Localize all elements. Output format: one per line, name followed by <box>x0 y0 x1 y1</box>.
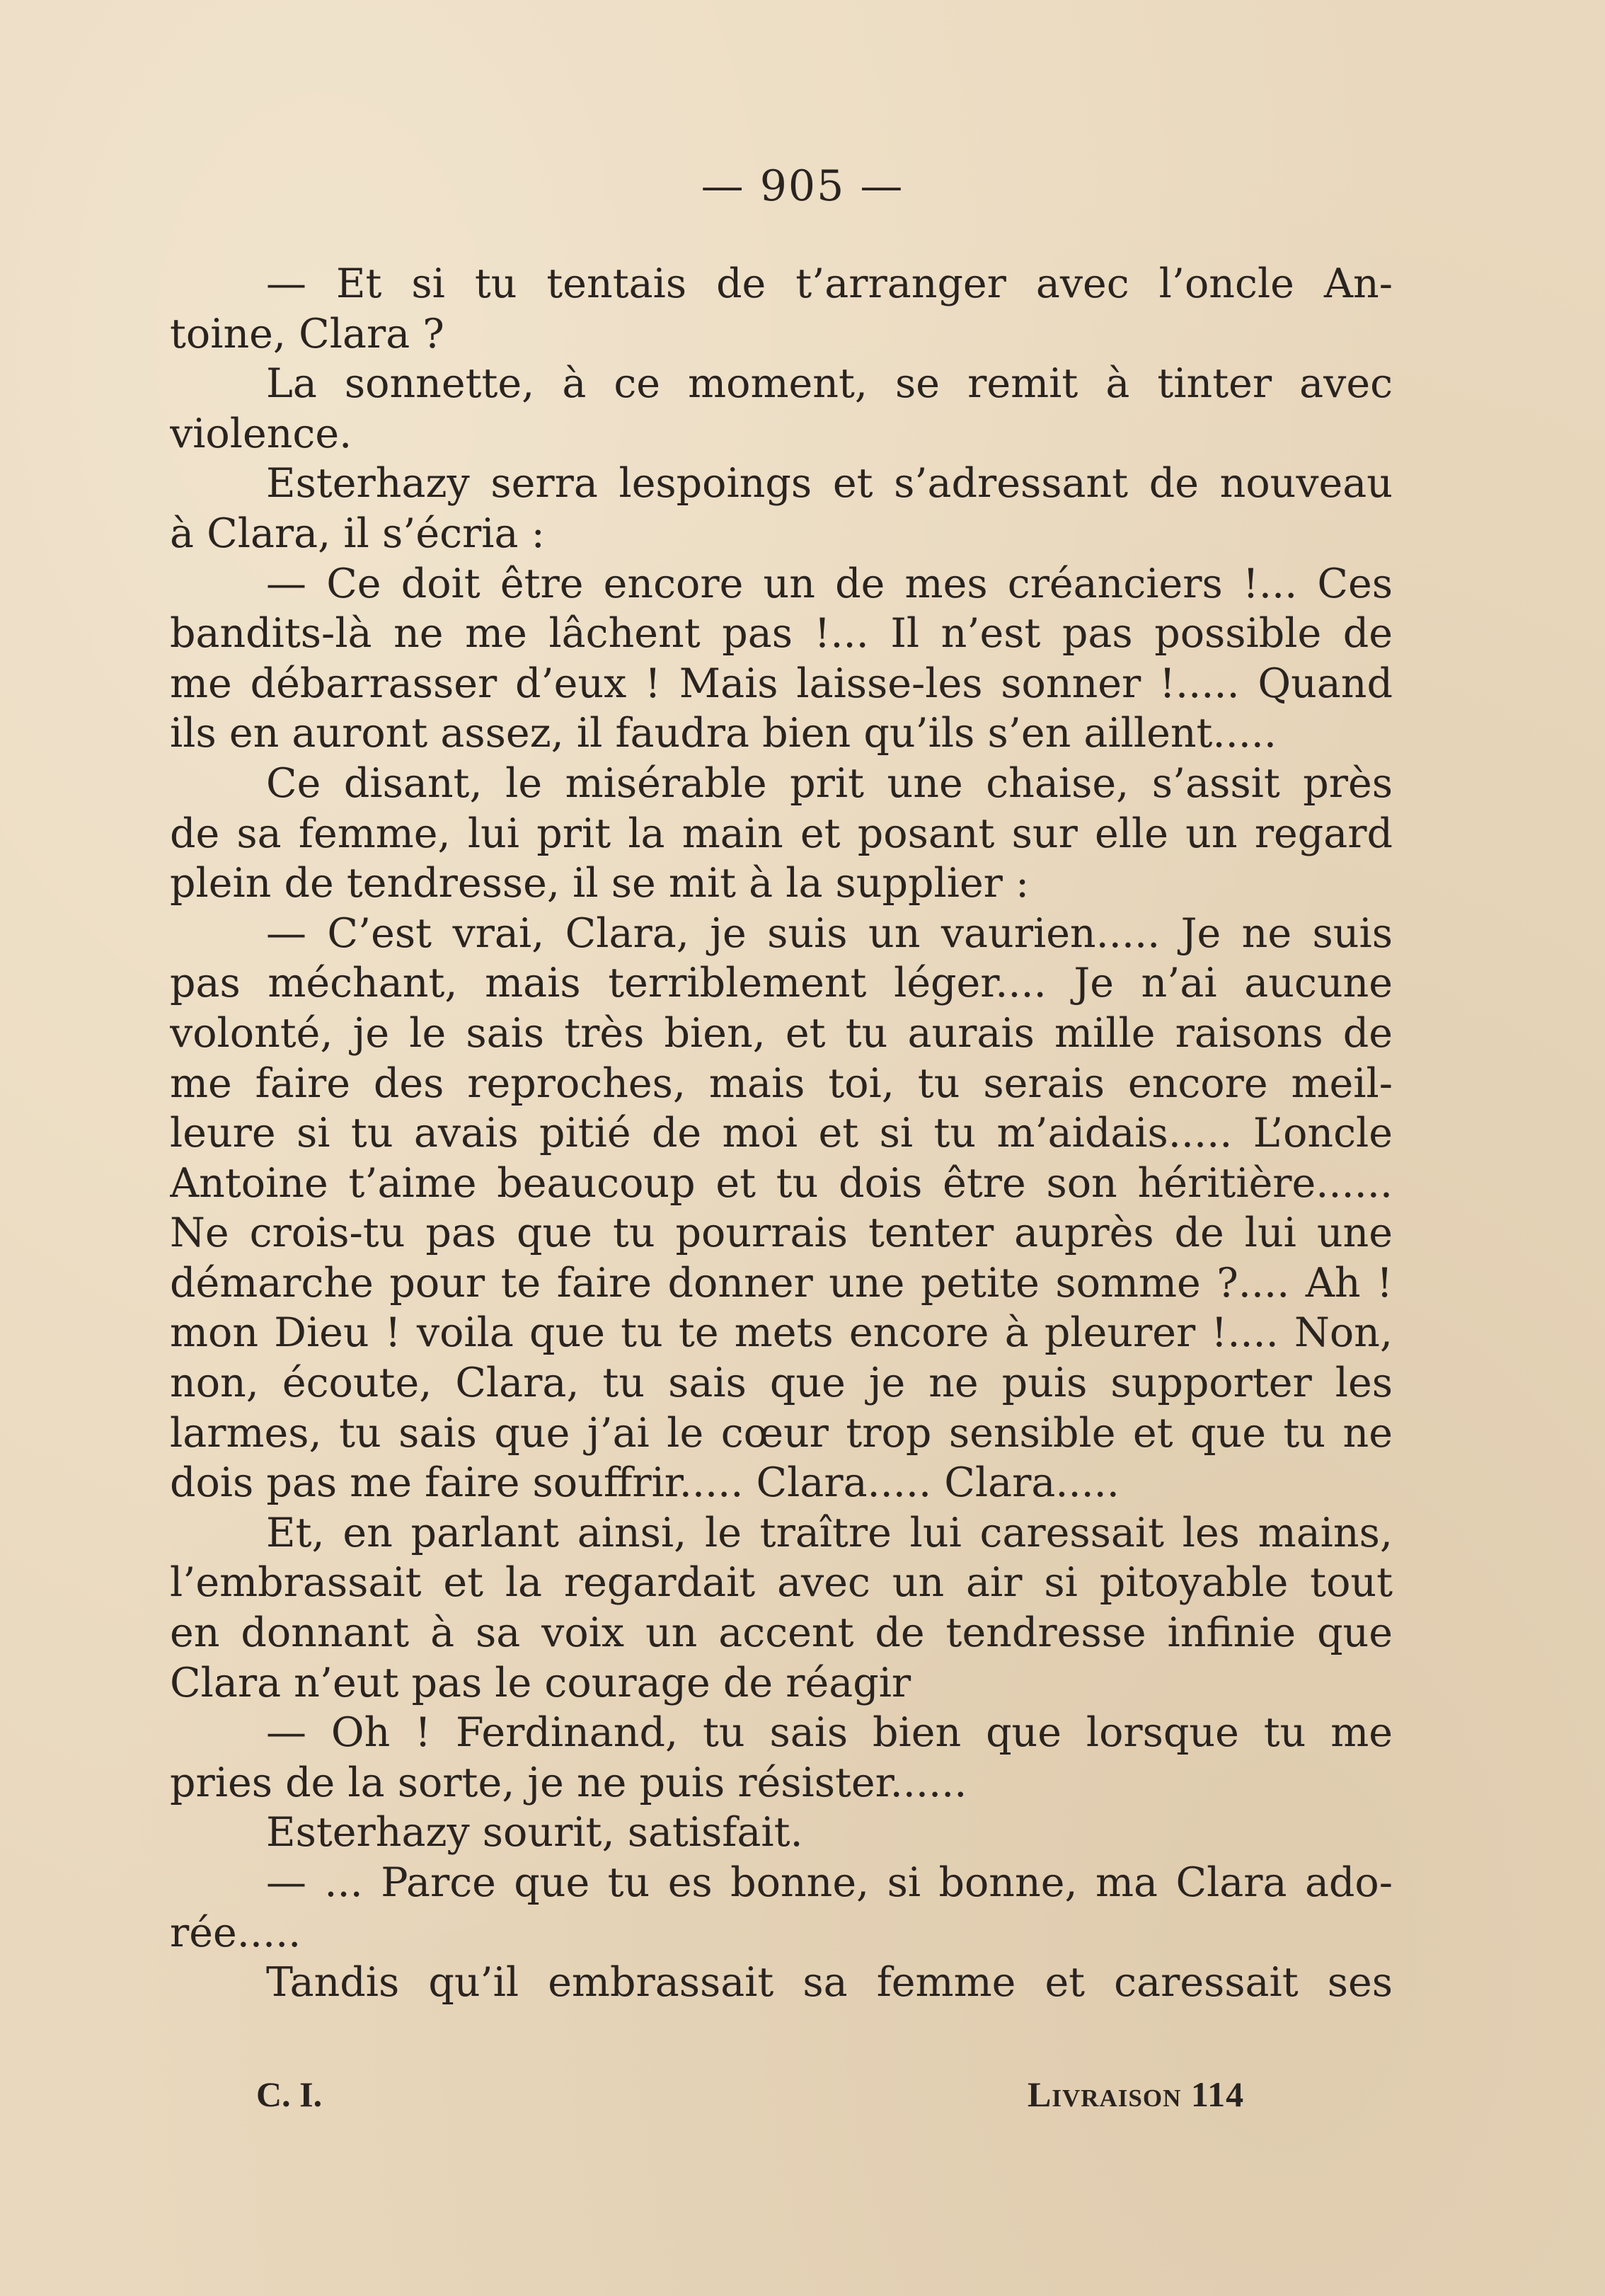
footer-livraison <box>1028 2074 1244 2115</box>
text-line: Esterhazy sourit, satisfait. <box>266 1809 803 1856</box>
text-line: non, écoute, Clara, tu sais que je ne puis supporter les <box>170 1360 1393 1407</box>
text-line: à Clara, il s’écria : <box>170 510 545 557</box>
text-line: Tandis qu’il embrassait sa femme et caressait ses <box>266 1959 1393 2007</box>
text-line: ils en auront assez, il faudra bien qu’ils s’en aillent..... <box>170 710 1277 757</box>
footer-livraison-number: 114 <box>1190 2074 1245 2114</box>
text-line: de sa femme, lui prit la main et posant sur elle un regard <box>170 810 1393 857</box>
text-line: bandits-là ne me lâchent pas !... Il n’est pas possible de <box>170 610 1393 658</box>
text-line: Ce disant, le misérable prit une chaise, s’assit près <box>266 759 1393 807</box>
text-line: démarche pour te faire donner une petite somme ?.... Ah ! <box>170 1259 1393 1307</box>
text-line: — Ce doit être encore un de mes créanciers !... Ces <box>266 560 1393 607</box>
text-line: pries de la sorte, je ne puis résister...... <box>170 1759 967 1806</box>
text-line: — Et si tu tentais de t’arranger avec l’oncle An- <box>266 260 1393 307</box>
text-line: dois pas me faire souffrir..... Clara..... Clara..... <box>170 1459 1120 1507</box>
text-line: en donnant à sa voix un accent de tendresse infinie que <box>170 1609 1393 1657</box>
body-text <box>170 259 1393 2008</box>
text-line: Clara n’eut pas le courage de réagir <box>170 1659 911 1706</box>
text-line: Ne crois-tu pas que tu pourrais tenter auprès de lui une <box>170 1210 1393 1257</box>
text-line: Et, en parlant ainsi, le traître lui caressait les mains, <box>266 1509 1393 1556</box>
text-line: — ... Parce que tu es bonne, si bonne, ma Clara ado- <box>266 1859 1393 1906</box>
page-number: — 905 — <box>701 161 904 211</box>
text-line: — C’est vrai, Clara, je suis un vaurien..... Je ne suis <box>266 909 1393 957</box>
footer-livraison-label: Livraison <box>1028 2074 1182 2114</box>
text-line: rée..... <box>170 1909 301 1956</box>
text-line: La sonnette, à ce moment, se remit à tinter avec <box>266 360 1393 408</box>
text-line: me débarrasser d’eux ! Mais laisse-les sonner !..... Quand <box>170 660 1393 707</box>
text-line: larmes, tu sais que j’ai le cœur trop sensible et que tu ne <box>170 1409 1393 1457</box>
page-footer <box>0 2074 1605 2130</box>
text-line: pas méchant, mais terriblement léger.... Je n’ai aucune <box>170 960 1393 1007</box>
text-line: volonté, je le sais très bien, et tu aurais mille raisons de <box>170 1009 1393 1057</box>
text-line: — Oh ! Ferdinand, tu sais bien que lorsque tu me <box>266 1709 1393 1757</box>
footer-signature: C. I. <box>256 2074 323 2114</box>
text-line: violence. <box>170 410 352 457</box>
text-line: leure si tu avais pitié de moi et si tu m’aidais..... L’oncle <box>170 1110 1393 1157</box>
text-line: Esterhazy serra lespoings et s’adressant de nouveau <box>266 460 1393 507</box>
text-line: l’embrassait et la regardait avec un air si pitoyable tout <box>170 1559 1393 1607</box>
text-line: plein de tendresse, il se mit à la supplier : <box>170 860 1030 907</box>
text-line: toine, Clara ? <box>170 310 444 357</box>
text-line: me faire des reproches, mais toi, tu serais encore meil- <box>170 1060 1393 1107</box>
text-line: mon Dieu ! voila que tu te mets encore à pleurer !.... Non, <box>170 1309 1393 1357</box>
text-line: Antoine t’aime beaucoup et tu dois être son héritière...... <box>170 1159 1393 1207</box>
